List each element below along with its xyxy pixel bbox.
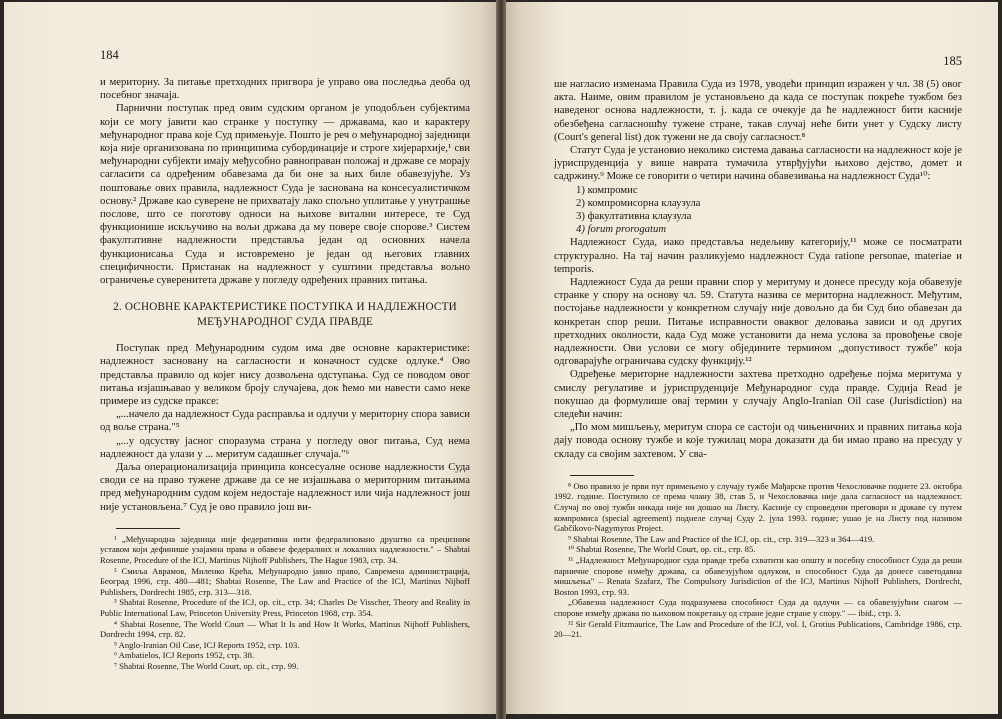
list-item: 2) компромисорна клаузула (576, 196, 701, 209)
quote-paragraph: „...начело да надлежност Суда расправља и одлучи у мериторну спора зависи од воље страна."⁵ (100, 408, 470, 434)
paragraph: Поступак пред Међународним судом има две основне карактеристике: надлежност засновану на сагласности и коначност судске одлуке.⁴ Ово представља правило од којег нису дозвољена одступања. Суд се поводом овог питања изјашњавао у великом броју случајева, док ћемо ми навести само неке примере из судске праксе: (100, 342, 470, 408)
footnote: ¹ „Међународна заједница није федеративна нити федерализовано друштво са прецизним уставом који дефинише узајамна права и обавезе федералних и локалних надлежности." – Shabtai Rosenne, Procedure of the ICJ, Martinus Nijhoff Publishers, The Hague 1983, стр. 34. (100, 533, 470, 566)
paragraph: Надлежност Суда да реши правни спор у меритуму и донесе пресуду која обавезује странке у спору на основу чл. 59. Статута назива се мериторна надлежност. Међутим, постојање надлежности у конкретном случају није довољно да би Суд био обавезан да конкретан спор реши. Питање исправности оваквог деловања зависи и од других претходних околности, када Суд може установити да нема услова за провођење своје надлежности. Ови услови се могу обједините термином „допустивост тужбе" која одговарајуће ограничава судску функцију.¹² (554, 276, 962, 368)
body-text (554, 78, 962, 461)
footnote: ⁷ Shabtai Rosenne, The World Court, op. cit., стр. 99. (114, 661, 299, 672)
footnotes (554, 481, 962, 640)
footnote-divider (116, 528, 180, 529)
footnote: ⁹ Shabtai Rosenne, The Law and Practice of the ICJ, op. cit., стр. 319—323 и 364—419. (568, 533, 875, 544)
paragraph: Даља операционализација принципа консесуалне основе надлежности Суда своди се на право тужене државе да се не изјашњава о мериторним питањима пред међународним судом којем недостаје надлежност или чија надлежност још није установљена.⁷ Суд је ово правило још ви- (100, 461, 470, 513)
footnotes (100, 534, 470, 672)
paragraph: и мериторну. За питање претходних пригворa је управо ова последња деоба од посебног значаја. (100, 76, 470, 102)
book-gutter (496, 0, 506, 719)
left-page (4, 2, 496, 714)
right-page (506, 2, 998, 714)
paragraph: Надлежност Суда, иако представља недељиву категорију,¹¹ може се посматрати структурално. На тај начин разликујемо надлежност Суда ratione personae, materiae и temporis. (554, 236, 962, 275)
footnote: ⁶ Ambatielos, ICJ Reports 1952, стр. 38. (114, 650, 255, 661)
quote-paragraph: „...у одсуству јасног споразума странa у погледу овог питања, Суд нема надлежност да улази у ... меритум садашњег случаја."⁶ (100, 434, 470, 460)
footnote: ¹¹ „Надлежност Међународног суда правде треба схватити као општу и посебну способност Суда да реши парничне спорове између држава, са обавезујућом одлуком, и способност Суда да донесе саветодавна мишљења" – Renata Szafarz, The Compulsory Jurisdiction of the ICJ, Martinus Nijhoff Publishers, Dordrecht, Boston 1993, стр. 93. (554, 555, 962, 597)
page-number: 184 (100, 48, 119, 62)
footnote: ⁸ Ово правило је први пут примењено у случају тужбе Мађарске против Чехословачке поднете 23. октобра 1992. године. Поступило се према члану 38, став 5, и Чехословачка није дала сагласност на надлежност. Случај по овој тужби никада није ни дошао на Листу. Касније су спроведени преговори и државе су путем компромиса (special agreement) поднеле случај Суду 2. јула 1993. године; ушао је на Листу под називом Gabčíkovo-Nagymyros Project. (554, 480, 962, 534)
paragraph: ше нагласио измeнама Правила Суда из 1978, уводећи принцип изражен у чл. 38 (5) овог акта. Наиме, овим правилом је установљено да када се поступак покреће тужбом без наведеног основа надлежности, т. j. када се очекује да ће надлежност бити касније обезбеђена сагласношћу тужене стране, такав случај неће бити унет у Судску листу (Court's general list) док тужени не да своју сагласност.⁸ (554, 78, 962, 143)
footnote: ¹⁰ Shabtai Rosenne, The World Court, op. cit., стр. 85. (568, 544, 756, 555)
footnote: „Обавезна надлежност Суда подразумева способност Суда да одлучи — са обавезујућим снагом — спорове између држава по њиховом покретању од стране једне стране у спору." — ibid., стр. 3. (554, 597, 962, 619)
footnote: ³ Shabtai Rosenne, Procedure of the ICJ, op. cit., стр. 34; Charles De Visscher, Theory and Reality in Public International Law, Princeton University Press, Princeton 1968, стр. 354. (100, 597, 470, 619)
section-heading: 2. ОСНОВНЕ КАРАКТЕРИСТИКЕ ПОСТУПКА И НАДЛЕЖНОСТИ МЕЂУНАРОДНОГ СУДА ПРАВДЕ (113, 301, 457, 329)
jurisdiction-list (554, 184, 962, 237)
page-number: 185 (943, 54, 962, 68)
paragraph: Статут Суда је установио неколико система давања сагласности на надлежност које је јуриспруденција у више наврата тумачила утврђујући њихово дејство, домет и садржину.⁹ Може се говорити о четири начина обавезивања на надлежност Суда¹⁰: (554, 144, 962, 183)
body-text (100, 76, 470, 514)
footnote: ¹² Sir Gerald Fitzmaurice, The Law and Procedure of the ICJ, vol. I, Grotius Publications, Cambridge 1986, стр. 20—21. (554, 618, 962, 640)
footnote: ² Смиља Аврамов, Миленко Крећа, Међународно јавно право, Савремена администрација, Београд 1996, стр. 480—481; Shabtai Rosenne, The Law and Practice of the ICJ, Martinus Nijhoff Publishers, Dordrecht 1985, стр. 313—318. (100, 565, 470, 597)
list-item: 4) forum prorogatum (576, 223, 667, 236)
paragraph: Одређење мериторне надлежности захтева претходно одређење појма меритума у смислу регулативе и јуриспруденције Међународног суда правде. Судија Read је покушао да формулише овај термин у случају Anglo-Iranian Oil case (Jurisdiction) на следећи начин: (554, 368, 962, 421)
footnote: ⁴ Shabtai Rosenne, The World Court — What It Is and How It Works, Martinus Nijhoff Publishers, Dordrecht 1994, стр. 82. (100, 618, 470, 640)
footnote-divider (570, 475, 634, 476)
quote-paragraph: „По мом мишљењу, меритум спора се састоји од чињеничних и правних питања која дају повода основу тужбе и које тужилац мора доказати да би имао право на пресуду у складу са својим захтевом. У сва- (554, 421, 962, 460)
footnote: ⁵ Anglo-Iranian Oil Case, ICJ Reports 1952, стр. 103. (114, 639, 300, 650)
list-item: 3) факултативна клаузула (576, 210, 692, 223)
list-item: 1) компромис (576, 183, 638, 196)
paragraph: Парнични поступак пред овим судским органом је уподобљен субјектима који се могу јавити као странке у поступку — државама, као и карактеру међународног права које Суд примењује. Пошто је реч о међународној заједници која није организована по принципима субординације и строге хијерархије,¹ сви међународни субјекти имају међусобно равноправан положај и државе се морају сагласити са одређеним обавезама да би оне за њих биле обавезујуће. Уз поштовање ових правила, надлежност Суда је заснована на консесуалистичком основу.² Државе као суверене не прихватају лако спољно уплитање у унутрашње послове, што се поготову односи на њихове витални интересе, те Суд функционише искључиво на вољи држава да му повере своје спорове.³ Систем факултативне надлежности представља један од основних начела функционисања Суда и истовремено је један од његових главних специфичности. Пристанак на надлежност у суштини представља вољно ограничење суверенитета државе у погледу одређених правних питања. (100, 102, 470, 287)
